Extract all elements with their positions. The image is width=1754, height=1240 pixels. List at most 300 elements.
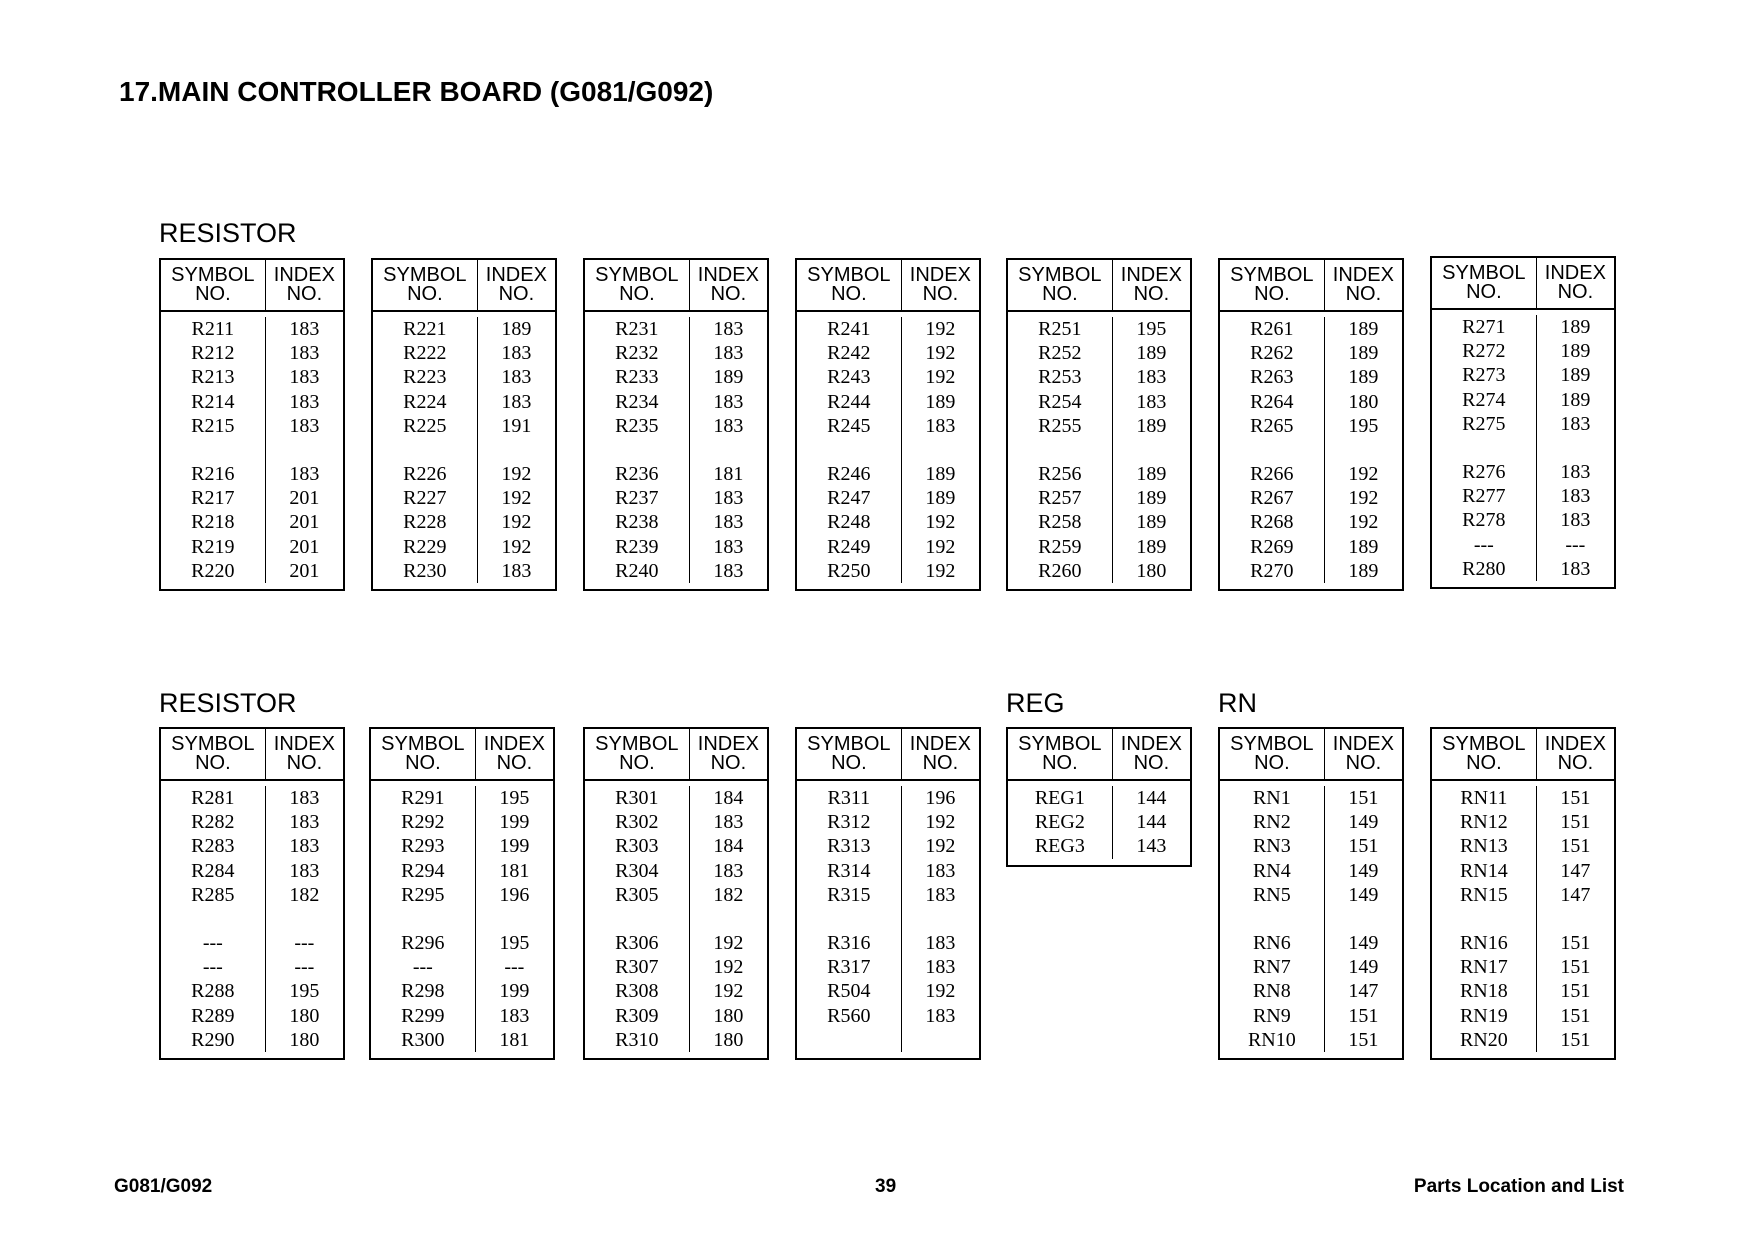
symbol-no-cell: R283 xyxy=(191,835,235,858)
symbol-column xyxy=(1432,786,1537,1052)
symbol-no-cell: R255 xyxy=(1038,414,1082,437)
index-no-cell: 189 xyxy=(1560,388,1591,411)
table-header xyxy=(1220,260,1402,312)
symbol-no-cell: R263 xyxy=(1250,366,1294,389)
symbol-no-cell xyxy=(797,1028,901,1052)
symbol-no-cell: R257 xyxy=(1038,487,1082,510)
table-body xyxy=(1432,781,1614,1058)
symbol-no-cell: RN18 xyxy=(1459,980,1508,1003)
index-no-cell: 183 xyxy=(289,366,320,389)
symbol-no-cell: R260 xyxy=(1038,559,1082,582)
index-no-cell: 183 xyxy=(713,414,744,437)
symbol-no-cell: R254 xyxy=(1038,390,1082,413)
symbol-column xyxy=(585,786,690,1052)
symbol-no-header: SYMBOL NO. xyxy=(1220,260,1325,310)
symbol-no-cell: R317 xyxy=(827,956,871,979)
index-no-cell: 183 xyxy=(289,342,320,365)
symbol-no-cell: R233 xyxy=(615,366,659,389)
index-no-header: INDEX NO. xyxy=(909,733,971,774)
table-header xyxy=(585,729,767,781)
symbol-no-cell: R296 xyxy=(401,931,445,954)
index-no-cell: 183 xyxy=(501,559,532,582)
index-column xyxy=(1113,786,1190,859)
symbol-no-cell: R250 xyxy=(827,559,871,582)
symbol-no-header: SYMBOL NO. xyxy=(1008,729,1113,779)
index-no-cell: 183 xyxy=(713,859,744,882)
index-no-cell: 147 xyxy=(1348,980,1379,1003)
symbol-no-cell: R246 xyxy=(827,462,871,485)
symbol-no-cell: R288 xyxy=(191,980,235,1003)
index-no-cell: 192 xyxy=(1348,511,1379,534)
index-no-header: INDEX NO. xyxy=(697,733,759,774)
index-no-cell: 192 xyxy=(501,535,532,558)
symbol-no-cell: RN10 xyxy=(1247,1028,1296,1051)
symbol-column xyxy=(797,786,902,1052)
index-no-cell: 180 xyxy=(713,1004,744,1027)
index-no-cell: 189 xyxy=(1136,487,1167,510)
symbol-no-cell: R560 xyxy=(827,1004,871,1027)
symbol-no-cell: R220 xyxy=(191,559,235,582)
symbol-no-cell: R237 xyxy=(615,487,659,510)
symbol-no-cell: RN13 xyxy=(1459,835,1508,858)
index-no-cell: 196 xyxy=(925,787,956,809)
symbol-no-cell: R311 xyxy=(827,787,871,809)
index-no-cell: 181 xyxy=(499,859,530,882)
index-no-cell: 189 xyxy=(1348,535,1379,558)
symbol-no-cell: R259 xyxy=(1038,535,1082,558)
index-no-cell: 201 xyxy=(289,487,320,510)
symbol-no-cell: RN5 xyxy=(1252,883,1291,906)
parts-table xyxy=(583,258,769,591)
index-no-cell: 180 xyxy=(713,1028,744,1051)
table-body xyxy=(161,312,343,589)
index-column xyxy=(902,786,979,1052)
index-no-cell: 183 xyxy=(713,390,744,413)
index-no-cell: 183 xyxy=(713,559,744,582)
index-no-cell: 183 xyxy=(713,487,744,510)
index-column xyxy=(690,317,767,583)
table-header xyxy=(161,729,343,781)
symbol-no-cell: R265 xyxy=(1250,414,1294,437)
index-no-cell: 183 xyxy=(289,318,320,340)
index-no-cell: 183 xyxy=(499,1004,530,1027)
index-no-cell: 189 xyxy=(1136,511,1167,534)
index-no-header: INDEX NO. xyxy=(909,264,971,305)
symbol-no-cell: R231 xyxy=(615,318,659,340)
index-no-cell: 181 xyxy=(499,1028,530,1051)
index-no-cell: 149 xyxy=(1348,811,1379,834)
symbol-no-cell: R226 xyxy=(403,462,447,485)
symbol-no-cell: RN8 xyxy=(1252,980,1291,1003)
footer-model: G081/G092 xyxy=(114,1176,213,1197)
symbol-no-cell: R310 xyxy=(615,1028,659,1051)
index-no-cell: 183 xyxy=(1560,557,1591,580)
table-header xyxy=(1432,729,1614,781)
symbol-no-cell: R281 xyxy=(191,787,235,809)
symbol-no-cell: R306 xyxy=(615,931,659,954)
index-no-cell: 183 xyxy=(925,1004,956,1027)
index-no-cell: 143 xyxy=(1136,835,1167,858)
index-no-cell: 189 xyxy=(1136,462,1167,485)
parts-table xyxy=(1430,256,1616,589)
parts-table xyxy=(369,727,555,1060)
symbol-no-cell: R217 xyxy=(191,487,235,510)
index-no-cell: 183 xyxy=(289,835,320,858)
index-no-cell: 195 xyxy=(499,787,530,809)
table-header xyxy=(585,260,767,312)
index-column xyxy=(266,317,343,583)
symbol-no-cell: R294 xyxy=(401,859,445,882)
parts-table xyxy=(1006,727,1192,867)
symbol-no-cell: R248 xyxy=(827,511,871,534)
parts-table xyxy=(1218,727,1404,1060)
parts-table xyxy=(1006,258,1192,591)
symbol-no-cell: R234 xyxy=(615,390,659,413)
index-no-cell: 189 xyxy=(713,366,744,389)
symbol-column xyxy=(1008,317,1113,583)
symbol-no-cell: R309 xyxy=(615,1004,659,1027)
symbol-no-cell: R302 xyxy=(615,811,659,834)
index-no-cell: 184 xyxy=(713,835,744,858)
parts-table xyxy=(795,258,981,591)
symbol-no-cell: R236 xyxy=(615,462,659,485)
index-no-cell: 183 xyxy=(925,414,956,437)
index-no-cell: 183 xyxy=(289,787,320,809)
symbol-no-cell: R247 xyxy=(827,487,871,510)
symbol-no-header: SYMBOL NO. xyxy=(161,729,266,779)
index-no-cell: 199 xyxy=(499,835,530,858)
symbol-no-header: SYMBOL NO. xyxy=(797,729,902,779)
table-header xyxy=(797,729,979,781)
symbol-no-cell: R221 xyxy=(403,318,447,340)
table-body xyxy=(797,781,979,1058)
symbol-column xyxy=(1008,786,1113,859)
symbol-no-cell: R314 xyxy=(827,859,871,882)
symbol-no-cell: R272 xyxy=(1462,340,1506,363)
symbol-no-cell: R268 xyxy=(1250,511,1294,534)
index-no-cell: 192 xyxy=(713,980,744,1003)
table-body xyxy=(373,312,555,589)
parts-table xyxy=(795,727,981,1060)
index-no-cell: 151 xyxy=(1560,931,1591,954)
symbol-no-cell: R215 xyxy=(191,414,235,437)
index-column xyxy=(1537,786,1614,1052)
index-no-cell: 149 xyxy=(1348,956,1379,979)
index-no-cell: 183 xyxy=(713,511,744,534)
index-no-header: INDEX NO. xyxy=(483,733,545,774)
symbol-no-cell: R253 xyxy=(1038,366,1082,389)
symbol-no-cell: R242 xyxy=(827,342,871,365)
index-no-cell: 192 xyxy=(501,487,532,510)
table-header xyxy=(161,260,343,312)
symbol-no-cell: RN4 xyxy=(1252,859,1291,882)
index-no-cell: 183 xyxy=(289,859,320,882)
index-no-cell: 189 xyxy=(1348,366,1379,389)
symbol-no-cell: R256 xyxy=(1038,462,1082,485)
symbol-no-cell: R269 xyxy=(1250,535,1294,558)
index-no-cell: 189 xyxy=(1136,535,1167,558)
index-no-cell: 189 xyxy=(1560,316,1591,338)
index-no-cell: 144 xyxy=(1136,811,1167,834)
symbol-no-cell: --- xyxy=(202,956,223,979)
symbol-no-cell: R293 xyxy=(401,835,445,858)
symbol-no-header: SYMBOL NO. xyxy=(371,729,476,779)
index-no-cell: 189 xyxy=(925,462,956,485)
symbol-no-cell: R232 xyxy=(615,342,659,365)
symbol-no-cell: R307 xyxy=(615,956,659,979)
index-no-cell: 183 xyxy=(1136,390,1167,413)
index-no-cell: 180 xyxy=(1136,559,1167,582)
table-header xyxy=(1008,260,1190,312)
symbol-no-cell: R316 xyxy=(827,931,871,954)
index-no-cell: 195 xyxy=(1348,414,1379,437)
index-no-cell: 189 xyxy=(1348,559,1379,582)
symbol-no-cell: R252 xyxy=(1038,342,1082,365)
symbol-no-cell: R258 xyxy=(1038,511,1082,534)
symbol-no-cell: R213 xyxy=(191,366,235,389)
index-no-cell: 192 xyxy=(501,511,532,534)
symbol-no-cell: R278 xyxy=(1462,509,1506,532)
index-no-cell: 192 xyxy=(925,535,956,558)
index-no-cell: 151 xyxy=(1348,787,1379,809)
table-body xyxy=(797,312,979,589)
symbol-no-cell: REG2 xyxy=(1034,811,1085,834)
symbol-no-cell: R291 xyxy=(401,787,445,809)
index-column xyxy=(476,786,553,1052)
symbol-no-cell: R289 xyxy=(191,1004,235,1027)
index-no-cell: 183 xyxy=(1560,509,1591,532)
page-title: 17.MAIN CONTROLLER BOARD (G081/G092) xyxy=(119,76,714,107)
index-no-cell: 192 xyxy=(501,462,532,485)
symbol-column xyxy=(161,317,266,583)
index-no-cell: 189 xyxy=(1348,318,1379,340)
symbol-no-cell: R249 xyxy=(827,535,871,558)
symbol-no-cell: RN16 xyxy=(1459,931,1508,954)
symbol-no-cell: R264 xyxy=(1250,390,1294,413)
symbol-no-cell: R225 xyxy=(403,414,447,437)
symbol-no-cell: R274 xyxy=(1462,388,1506,411)
index-column xyxy=(1325,317,1402,583)
index-no-cell: 183 xyxy=(501,366,532,389)
symbol-no-cell: --- xyxy=(202,931,223,954)
symbol-column xyxy=(373,317,478,583)
index-column xyxy=(478,317,555,583)
index-no-cell: 147 xyxy=(1560,883,1591,906)
index-no-cell: 149 xyxy=(1348,859,1379,882)
symbol-no-header: SYMBOL NO. xyxy=(585,729,690,779)
symbol-no-header: SYMBOL NO. xyxy=(1220,729,1325,779)
index-column xyxy=(690,786,767,1052)
symbol-no-cell: R304 xyxy=(615,859,659,882)
index-no-cell: 201 xyxy=(289,559,320,582)
symbol-no-cell: RN2 xyxy=(1252,811,1291,834)
index-no-cell: 183 xyxy=(289,390,320,413)
symbol-column xyxy=(1432,315,1537,581)
table-header xyxy=(371,729,553,781)
section-label-rn: RN xyxy=(1218,688,1257,718)
symbol-no-cell: R284 xyxy=(191,859,235,882)
symbol-no-cell: R212 xyxy=(191,342,235,365)
symbol-no-cell: REG3 xyxy=(1034,835,1085,858)
section-label-resistor-1: RESISTOR xyxy=(159,218,297,248)
table-body xyxy=(1008,312,1190,589)
index-no-cell: 183 xyxy=(289,414,320,437)
index-no-cell: 189 xyxy=(1348,342,1379,365)
index-no-header: INDEX NO. xyxy=(1120,264,1182,305)
symbol-no-header: SYMBOL NO. xyxy=(1432,258,1537,308)
symbol-no-cell: R219 xyxy=(191,535,235,558)
symbol-column xyxy=(371,786,476,1052)
index-no-cell: 201 xyxy=(289,535,320,558)
footer-page-number: 39 xyxy=(875,1176,897,1197)
index-no-cell: 151 xyxy=(1560,1028,1591,1051)
index-column xyxy=(266,786,343,1052)
symbol-no-cell: R266 xyxy=(1250,462,1294,485)
index-no-header: INDEX NO. xyxy=(1544,262,1606,303)
index-no-cell: 195 xyxy=(289,980,320,1003)
parts-table xyxy=(1218,258,1404,591)
symbol-no-cell: RN15 xyxy=(1459,883,1508,906)
index-no-cell: 184 xyxy=(713,787,744,809)
index-no-cell: 182 xyxy=(713,883,744,906)
symbol-no-cell: R303 xyxy=(615,835,659,858)
symbol-no-header: SYMBOL NO. xyxy=(797,260,902,310)
symbol-no-cell: R275 xyxy=(1462,412,1506,435)
symbol-no-cell: RN7 xyxy=(1252,956,1291,979)
symbol-no-cell: R504 xyxy=(827,980,871,1003)
index-no-cell: 195 xyxy=(1136,318,1167,340)
table-body xyxy=(585,312,767,589)
index-no-cell: --- xyxy=(504,956,525,979)
symbol-no-header: SYMBOL NO. xyxy=(373,260,478,310)
table-body xyxy=(161,781,343,1058)
index-no-cell: 189 xyxy=(501,318,532,340)
symbol-no-cell: R222 xyxy=(403,342,447,365)
symbol-no-cell: RN12 xyxy=(1459,811,1508,834)
index-no-header: INDEX NO. xyxy=(1544,733,1606,774)
symbol-no-cell: R251 xyxy=(1038,318,1082,340)
index-no-cell: 192 xyxy=(1348,462,1379,485)
index-no-header: INDEX NO. xyxy=(273,264,335,305)
index-column xyxy=(1537,315,1614,581)
index-no-cell: 144 xyxy=(1136,787,1167,809)
symbol-no-cell: R235 xyxy=(615,414,659,437)
symbol-no-cell: R273 xyxy=(1462,364,1506,387)
parts-table xyxy=(371,258,557,591)
table-body xyxy=(1220,312,1402,589)
index-no-cell: 201 xyxy=(289,511,320,534)
symbol-no-cell: R282 xyxy=(191,811,235,834)
index-no-cell: 183 xyxy=(713,811,744,834)
index-no-cell: 183 xyxy=(501,390,532,413)
table-body xyxy=(1008,781,1190,865)
index-no-cell: 182 xyxy=(289,883,320,906)
table-header xyxy=(373,260,555,312)
index-no-cell: 147 xyxy=(1560,859,1591,882)
index-no-cell: 192 xyxy=(713,931,744,954)
index-no-cell: 191 xyxy=(501,414,532,437)
index-no-cell: 151 xyxy=(1348,835,1379,858)
index-no-cell: 192 xyxy=(925,811,956,834)
index-no-cell: 199 xyxy=(499,980,530,1003)
index-no-cell: 183 xyxy=(925,883,956,906)
index-no-cell: 183 xyxy=(925,956,956,979)
symbol-no-cell: R267 xyxy=(1250,487,1294,510)
index-column xyxy=(1325,786,1402,1052)
index-no-cell: 192 xyxy=(925,366,956,389)
symbol-no-cell: RN1 xyxy=(1252,787,1291,809)
section-label-resistor-2: RESISTOR xyxy=(159,688,297,718)
symbol-no-cell: R276 xyxy=(1462,460,1506,483)
index-no-cell: 192 xyxy=(925,318,956,340)
index-no-cell: 192 xyxy=(1348,487,1379,510)
index-no-cell: 149 xyxy=(1348,931,1379,954)
symbol-no-cell: R240 xyxy=(615,559,659,582)
index-no-cell: 192 xyxy=(925,980,956,1003)
index-no-cell: 151 xyxy=(1560,787,1591,809)
symbol-no-cell: RN9 xyxy=(1252,1004,1291,1027)
symbol-no-cell: R298 xyxy=(401,980,445,1003)
index-no-header: INDEX NO. xyxy=(1332,264,1394,305)
index-no-cell: --- xyxy=(294,931,315,954)
symbol-no-header: SYMBOL NO. xyxy=(1432,729,1537,779)
symbol-no-cell: R262 xyxy=(1250,342,1294,365)
index-column xyxy=(1113,317,1190,583)
symbol-no-cell: R300 xyxy=(401,1028,445,1051)
index-no-cell: 183 xyxy=(925,931,956,954)
table-header xyxy=(797,260,979,312)
index-no-cell: 189 xyxy=(925,487,956,510)
symbol-no-cell: R224 xyxy=(403,390,447,413)
index-no-cell: 192 xyxy=(925,511,956,534)
index-no-cell: 151 xyxy=(1560,835,1591,858)
table-body xyxy=(371,781,553,1058)
symbol-no-cell: R239 xyxy=(615,535,659,558)
index-no-cell: 189 xyxy=(1560,364,1591,387)
symbol-no-cell: R245 xyxy=(827,414,871,437)
symbol-no-cell: R313 xyxy=(827,835,871,858)
parts-table xyxy=(159,727,345,1060)
index-no-cell: 199 xyxy=(499,811,530,834)
index-no-cell: 181 xyxy=(713,462,744,485)
index-no-cell: 192 xyxy=(925,342,956,365)
table-body xyxy=(1432,310,1614,587)
symbol-no-cell: R280 xyxy=(1462,557,1506,580)
index-no-cell: 183 xyxy=(713,318,744,340)
symbol-no-cell: R241 xyxy=(827,318,871,340)
index-no-cell: 183 xyxy=(289,811,320,834)
symbol-no-cell: --- xyxy=(1473,533,1494,556)
symbol-no-cell: R216 xyxy=(191,462,235,485)
symbol-column xyxy=(1220,786,1325,1052)
index-no-header: INDEX NO. xyxy=(273,733,335,774)
index-no-cell: 180 xyxy=(289,1028,320,1051)
index-no-cell: 183 xyxy=(1560,460,1591,483)
symbol-no-cell: R218 xyxy=(191,511,235,534)
index-no-cell: 195 xyxy=(499,931,530,954)
index-no-cell: 189 xyxy=(1136,342,1167,365)
symbol-no-cell: R223 xyxy=(403,366,447,389)
table-header xyxy=(1220,729,1402,781)
symbol-no-cell: R214 xyxy=(191,390,235,413)
index-no-cell: 151 xyxy=(1560,1004,1591,1027)
symbol-no-cell: R292 xyxy=(401,811,445,834)
symbol-no-cell: R261 xyxy=(1250,318,1294,340)
index-no-header: INDEX NO. xyxy=(697,264,759,305)
index-no-cell: --- xyxy=(294,956,315,979)
symbol-no-header: SYMBOL NO. xyxy=(161,260,266,310)
symbol-no-cell: R295 xyxy=(401,883,445,906)
